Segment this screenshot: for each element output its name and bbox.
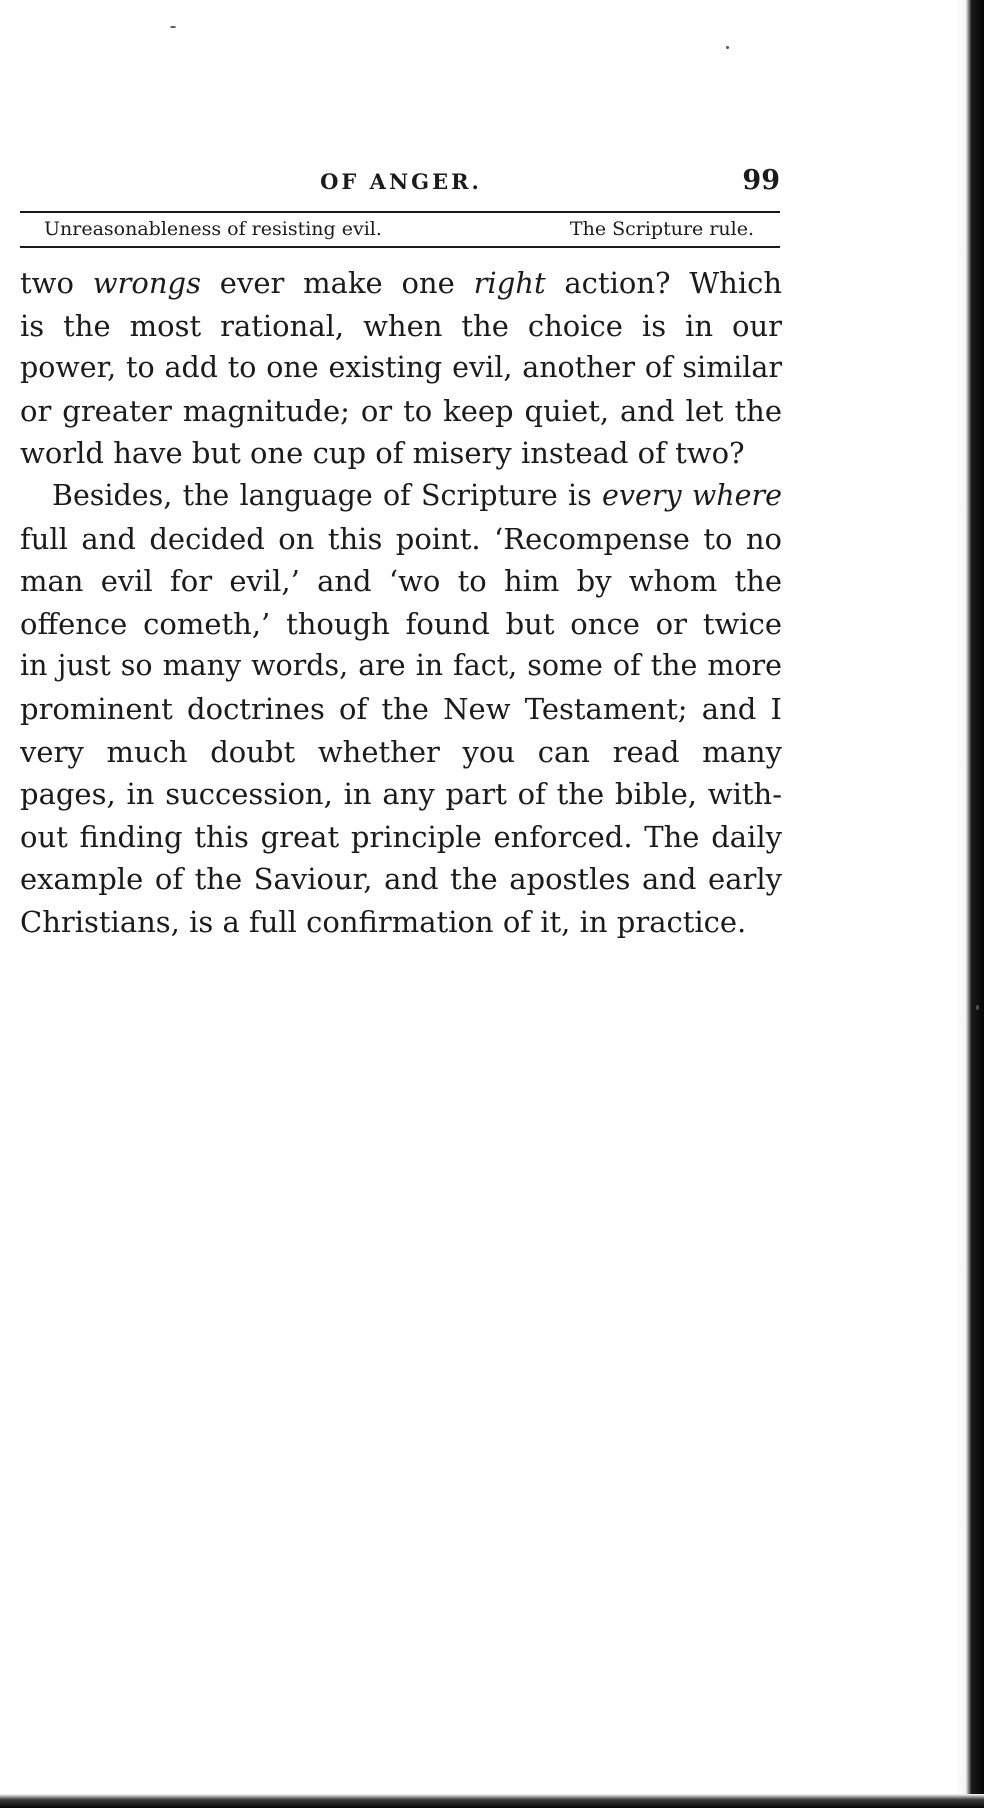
page-number: 99 <box>742 165 780 196</box>
subheading-right: The Scripture rule. <box>569 218 754 240</box>
text-line: is the most rational, when the choice is in our <box>20 308 782 343</box>
subheadings <box>20 214 780 244</box>
running-head <box>20 165 782 205</box>
text-line: offence cometh,’ though found but once or twice <box>20 606 782 641</box>
text-line: or greater magnitude; or to keep quiet, and let the <box>20 393 782 428</box>
text-line: out finding this great principle enforced. The daily <box>20 819 782 854</box>
italic-every-where: every where <box>602 478 782 512</box>
text-line: Besides, the language of Scripture is every where <box>52 478 782 512</box>
text-line: pages, in succession, in any part of the bible, with- <box>20 777 782 812</box>
scan-speck <box>976 1005 979 1010</box>
text-line: full and decided on this point. ‘Recompense to no <box>20 521 782 556</box>
text-line: man evil for evil,’ and ‘wo to him by whom the <box>20 564 782 599</box>
italic-right: right <box>473 266 546 300</box>
subheading-left: Unreasonableness of resisting evil. <box>44 218 382 240</box>
page-edge-shadow <box>956 0 984 1808</box>
text-line: example of the Saviour, and the apostles and early <box>20 862 782 897</box>
body-text <box>20 262 782 944</box>
paragraph-1 <box>20 262 782 475</box>
italic-wrongs: wrongs <box>92 266 202 300</box>
text-line: world have but one cup of misery instead of two? <box>20 436 745 471</box>
paragraph-2 <box>20 475 782 944</box>
text-line: in just so many words, are in fact, some of the more <box>20 649 782 683</box>
text-line: very much doubt whether you can read many <box>20 734 782 769</box>
running-title: OF ANGER. <box>320 169 482 194</box>
text-line: prominent doctrines of the New Testament; and I <box>20 691 782 726</box>
text-line: Christians, is a full confirmation of it, in practice. <box>20 904 747 939</box>
text-line: power, to add to one existing evil, another of similar <box>20 351 782 385</box>
bottom-edge-shadow <box>0 1794 984 1808</box>
scan-speck <box>170 26 176 28</box>
header-rule-top <box>20 211 780 213</box>
header-rule-bottom <box>20 246 780 248</box>
text-line: two wrongs ever make one right action? Which <box>20 266 783 300</box>
scan-speck <box>726 46 729 49</box>
